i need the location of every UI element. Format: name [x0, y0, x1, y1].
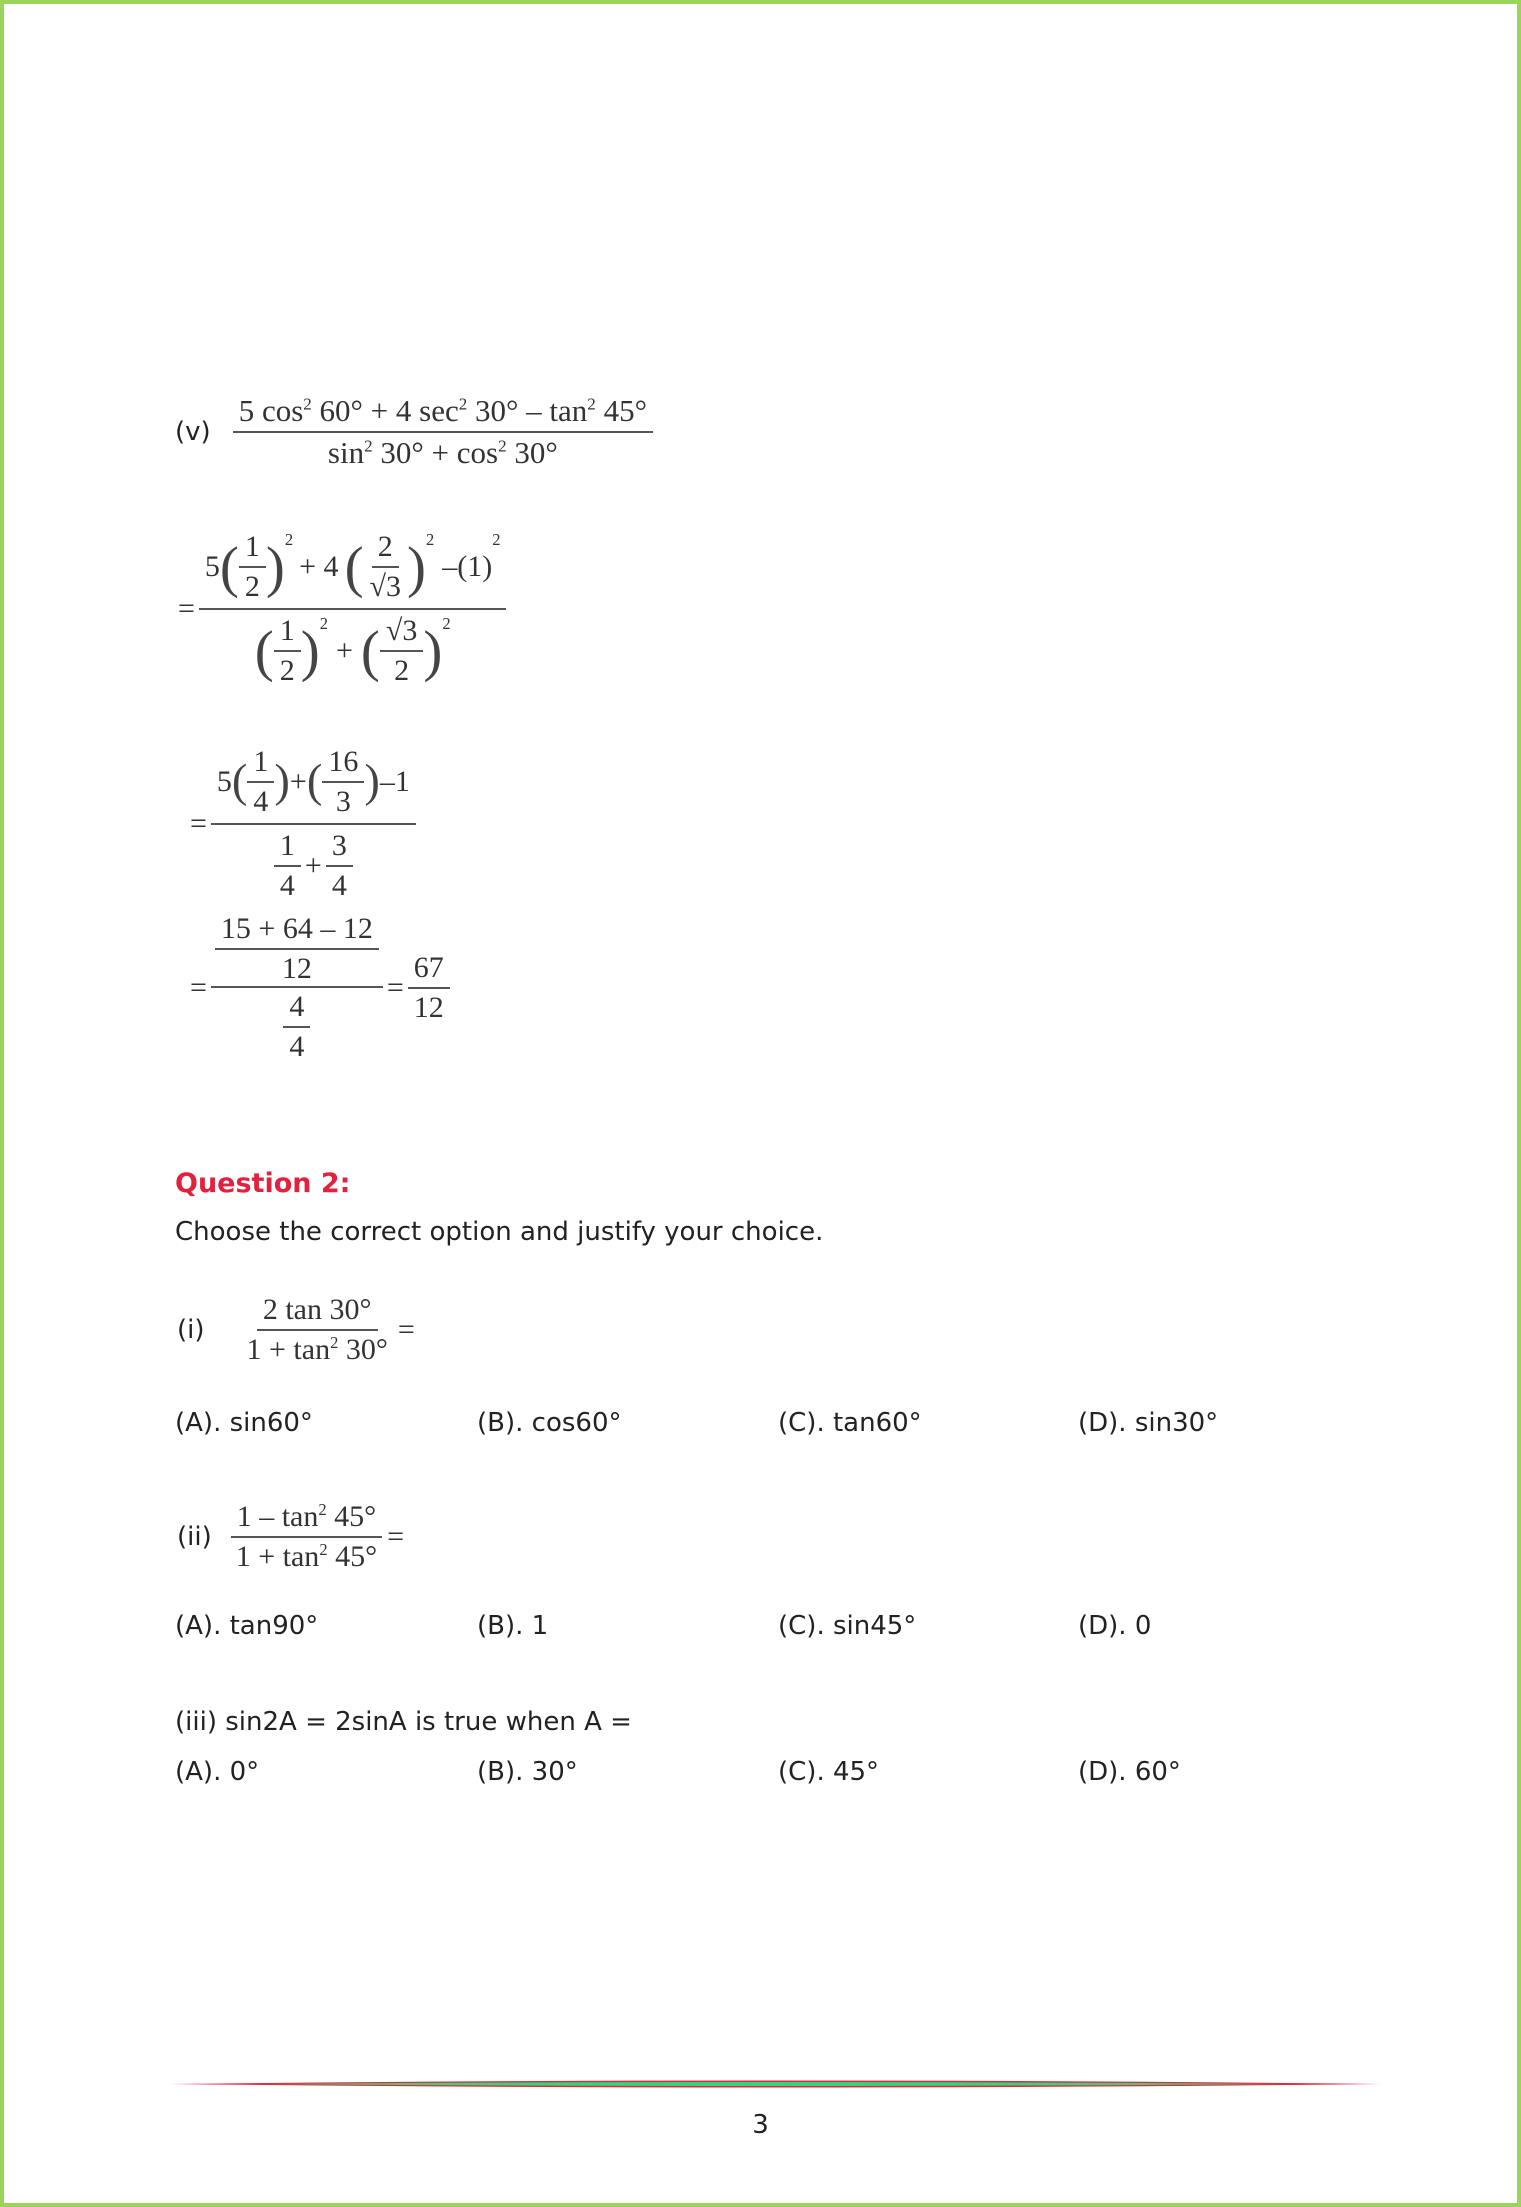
option-d: (D). 60°: [1078, 1757, 1181, 1787]
option-c: (C). tan60°: [778, 1408, 922, 1438]
option-d: (D). 0: [1078, 1611, 1152, 1641]
part-v-denominator: $\sin^2 30^\circ + \cos^2 30^\circ$: [327, 435, 558, 470]
option-c: (C). 45°: [778, 1757, 880, 1787]
equals-sign: =: [178, 592, 195, 625]
equals-sign: =: [190, 971, 207, 1004]
equals-sign: =: [387, 1520, 404, 1553]
part-i-question: [177, 1293, 415, 1367]
step3-fraction: $\frac{\frac{15 + 64 - 12}{12}}{\frac{4}{4}}$: [211, 912, 383, 1064]
part-v-step3: [190, 912, 450, 1064]
page-number: 3: [752, 2110, 769, 2140]
option-b: (B). 1: [477, 1611, 549, 1641]
option-d: (D). sin30°: [1078, 1408, 1219, 1438]
part-v-numerator: 5 $\cos^2 60^\circ + 4$ $\sec^2 30^\circ - \tan^2 45^\circ$: [233, 393, 653, 433]
equals-sign: =: [397, 1313, 415, 1346]
option-c: (C). sin45°: [778, 1611, 917, 1641]
part-i-fraction: $\frac{2 \tan 30^\circ}{1 + \tan^2 30^\circ}$: [246, 1293, 388, 1366]
question-2-instruction: Choose the correct option and justify your choice.: [175, 1217, 824, 1247]
part-v-question: [175, 393, 653, 471]
question-2-title: Question 2:: [175, 1168, 351, 1199]
step1-fraction: 5 ( $\frac{1}{2}$ ) $^2$ + 4 ( $\frac{2}{√3}$ ) $^2$ –(1) 2 ( $\frac{1}{2}$ ) $^2$ + ( $\frac{√3}{2}$ ) $^2$: [199, 530, 507, 688]
option-a: (A). sin60°: [175, 1408, 313, 1438]
step2-fraction: 5 ( $\frac{1}{4}$ ) + ( $\frac{16}{3}$ ) –1 $\frac{1}{4}$ + $\frac{3}{4}$: [211, 745, 416, 903]
option-a: (A). tan90°: [175, 1611, 319, 1641]
equals-sign: =: [386, 971, 404, 1004]
part-i-label: (i): [177, 1315, 205, 1345]
part-ii-question: [177, 1500, 404, 1574]
part-iii-statement: (iii) sin2A = 2sinA is true when A =: [175, 1707, 632, 1737]
footer-divider: [170, 2079, 1380, 2089]
part-v-step1: [178, 530, 506, 688]
equals-sign: =: [190, 807, 207, 840]
option-a: (A). 0°: [175, 1757, 260, 1787]
step3-result: $\frac{67}{12}$: [408, 951, 450, 1025]
part-v-label: (v): [175, 417, 211, 447]
part-v-step2: [190, 745, 416, 903]
option-b: (B). 30°: [477, 1757, 578, 1787]
part-ii-label: (ii): [177, 1522, 212, 1552]
part-ii-fraction: $\frac{1 - \tan^2 45^\circ}{1 + \tan^2 45^\circ}$: [230, 1500, 383, 1574]
option-b: (B). cos60°: [477, 1408, 622, 1438]
part-v-fraction: [233, 393, 653, 471]
